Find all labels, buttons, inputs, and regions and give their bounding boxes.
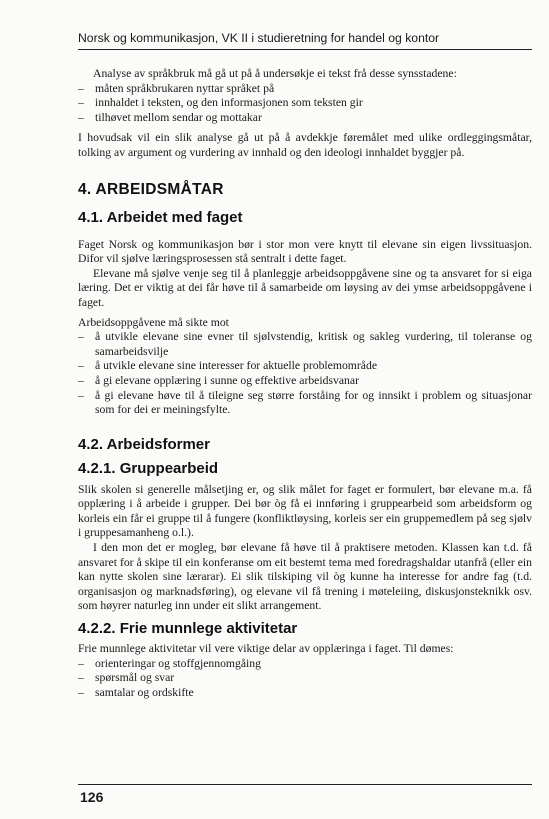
paragraph: Faget Norsk og kommunikasjon bør i stor mon vere knytt til elevane sin eigen livssituasjon. Difor vil sjølve læringsprosessen stå sentralt i dette faget. bbox=[78, 237, 532, 266]
chapter-heading: 4. ARBEIDSMÅTAR bbox=[78, 180, 224, 198]
footer-rule bbox=[78, 784, 532, 785]
list-item: – å utvikle elevane sine evner til sjølvstendig, kritisk og sakleg vurdering, til toleranse og samarbeidsvilje bbox=[78, 330, 532, 359]
list-item: – måten språkbrukaren nyttar språket på bbox=[78, 82, 532, 97]
list-item: – spørsmål og svar bbox=[78, 671, 532, 686]
intro-paragraph: I hovudsak vil ein slik analyse gå ut på å avdekkje føremålet med ulike ordleggingsmåtar, tolking av argument og vurdering av innhald og den ideologi innhaldet byggjer på. bbox=[78, 131, 532, 159]
list-item: – orienteringar og stoffgjennomgåing bbox=[78, 657, 532, 672]
paragraph: Slik skolen si generelle målsetjing er, og slik målet for faget er formulert, bør elevane m.a. få opplæring i å arbeide i grupper. Dei bør òg få ei innføring i gruppearbeid som arbeidsform og korleis ein får ei gruppe til å fungere (konfliktløysing, korleis ser ein gruppemedlem på seg sjølv i gruppesamanheng o.l.). bbox=[78, 482, 532, 540]
aims-list bbox=[78, 330, 532, 418]
intro-list bbox=[78, 82, 532, 126]
paragraph: Elevane må sjølve venje seg til å planleggje arbeidsoppgåvene sine og ta ansvaret for si eiga læring. Det er viktig at dei får høve til å samarbeide om løysing av dei ymse arbeidsoppgåvene i faget. bbox=[78, 266, 532, 309]
list-item: – å gi elevane høve til å tileigne seg større forståing for og innsikt i problem og situasjonar som for dei er meiningsfylte. bbox=[78, 389, 532, 418]
page-number: 126 bbox=[80, 789, 104, 805]
list-item: – å utvikle elevane sine interesser for aktuelle problemområde bbox=[78, 359, 532, 374]
list-item: – innhaldet i teksten, og den informasjonen som teksten gir bbox=[78, 96, 532, 111]
page-body bbox=[78, 30, 532, 700]
list-item: – å gi elevane opplæring i sunne og effektive arbeidsvanar bbox=[78, 374, 532, 389]
section-heading-4-2-1: 4.2.1. Gruppearbeid bbox=[78, 459, 219, 477]
list-lead: Frie munnlege aktivitetar vil vere viktige delar av opplæringa i faget. Til dømes: bbox=[78, 642, 454, 656]
activities-list bbox=[78, 657, 532, 701]
list-lead: Arbeidsoppgåvene må sikte mot bbox=[78, 315, 229, 329]
paragraph: I den mon det er mogleg, bør elevane få høve til å praktisere metoden. Klassen kan t.d. få ansvaret for å skipe til ein konferanse om eit bestemt tema med foredragshaldar utanfrå (eller ein kan nytte skolen sine lærarar). Ei slik tilskiping vil òg kunne ha interesse for andre fag (t.d. organisasjon og marknadsføring), og elevane vil få trening i møteleiing, diskusjonsteknikk osv. som høyrer naturleg inn under eit slikt arrangement. bbox=[78, 541, 532, 613]
intro-lead: Analyse av språkbruk må gå ut på å undersøkje ei tekst frå desse synsstadene: bbox=[93, 67, 457, 80]
list-item: – tilhøvet mellom sendar og mottakar bbox=[78, 111, 532, 126]
section-heading-4-2: 4.2. Arbeidsformer bbox=[78, 435, 210, 453]
section-heading-4-2-2: 4.2.2. Frie munnlege aktivitetar bbox=[78, 620, 298, 638]
list-item: – samtalar og ordskifte bbox=[78, 686, 532, 701]
section-heading-4-1: 4.1. Arbeidet med faget bbox=[78, 208, 243, 226]
running-header: Norsk og kommunikasjon, VK II i studieretning for handel og kontor bbox=[78, 30, 532, 50]
